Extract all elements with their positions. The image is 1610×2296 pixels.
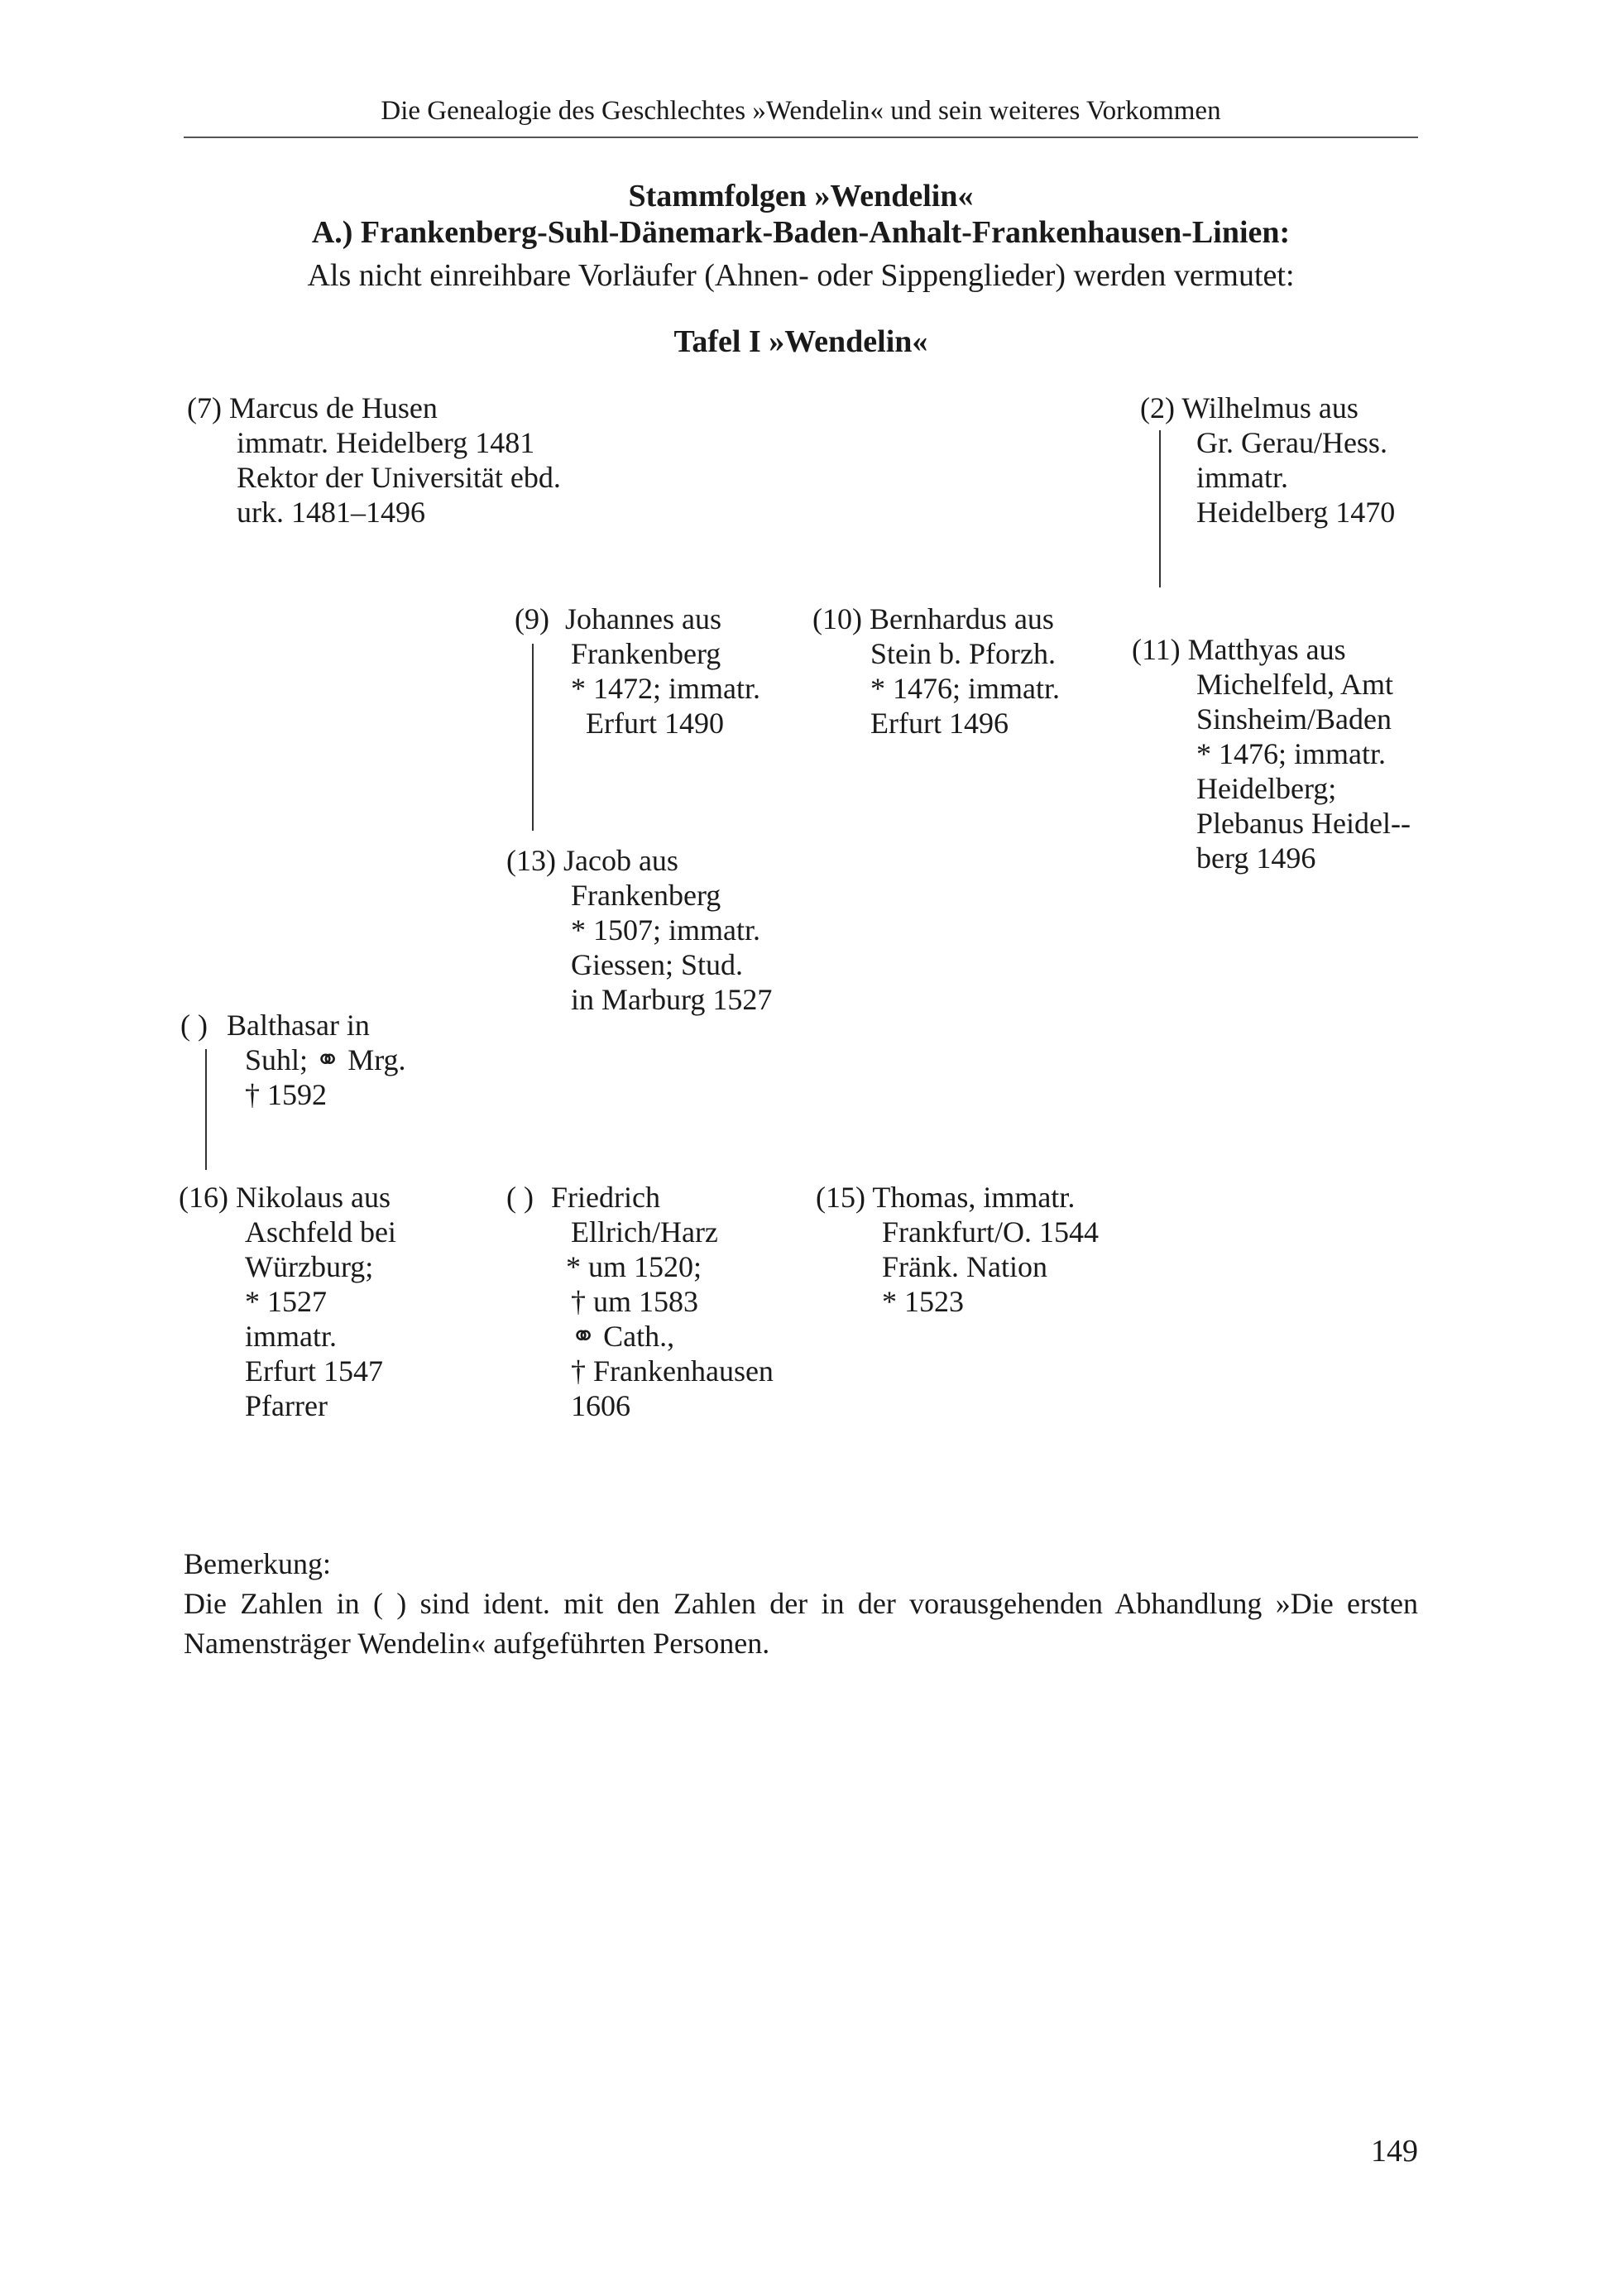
entry-line: * 1527 (245, 1285, 327, 1318)
entry-line: Ellrich/Harz (571, 1215, 718, 1249)
entry-line: Pfarrer (245, 1389, 328, 1422)
entry-line: Gr. Gerau/Hess. (1196, 426, 1387, 459)
remark-text: Die Zahlen in ( ) sind ident. mit den Zahlen der in der vorausgehenden Abhandlung »Die ersten Namensträger Wendelin« aufgeführten Personen. (184, 1587, 1418, 1660)
entry-friedrich (506, 1180, 774, 1423)
entry-line: immatr. (1196, 461, 1288, 494)
entry-wilhelmus (1140, 391, 1395, 530)
entry-number: ( ) (506, 1181, 534, 1214)
entry-line: Frankfurt/O. 1544 (882, 1215, 1099, 1249)
entry-line: † Frankenhausen (571, 1354, 774, 1388)
entry-name: Thomas, immatr. (872, 1181, 1076, 1214)
entry-line: † um 1583 (571, 1285, 699, 1318)
entry-line: urk. 1481–1496 (237, 496, 425, 529)
page-subtitle: A.) Frankenberg-Suhl-Dänemark-Baden-Anhalt-Frankenhausen-Linien: (311, 215, 1291, 250)
entry-line: Michelfeld, Amt (1196, 668, 1393, 701)
entry-thomas (816, 1180, 1099, 1319)
running-head: Die Genealogie des Geschlechtes »Wendelin« und sein weiteres Vorkommen (381, 96, 1221, 126)
entry-number: (13) (506, 844, 556, 877)
header-rule (184, 137, 1418, 138)
entry-line: Suhl; ⚭ Mrg. (245, 1043, 406, 1076)
entry-line: Giessen; Stud. (571, 948, 744, 981)
entry-nikolaus (179, 1180, 396, 1423)
page-number: 149 (1371, 2134, 1418, 2169)
remark-heading: Bemerkung: (184, 1547, 331, 1580)
entry-matthyas (1132, 632, 1411, 875)
entry-balthasar (180, 1008, 406, 1112)
entry-line: Stein b. Pforzh. (870, 637, 1056, 670)
entry-number: (2) (1140, 391, 1175, 424)
entry-johannes (515, 602, 760, 741)
entry-line: * 1523 (882, 1285, 964, 1318)
entry-name: Marcus de Husen (228, 391, 438, 424)
entry-number: (9) (515, 602, 549, 635)
entry-number: (10) (812, 602, 862, 635)
entry-name: Wilhelmus aus (1181, 391, 1358, 424)
entry-line: Heidelberg; (1196, 772, 1337, 805)
entry-line: * 1476; immatr. (1196, 737, 1386, 770)
entry-name: Balthasar in (226, 1009, 370, 1042)
entry-line: immatr. (245, 1320, 337, 1353)
entry-line: Rektor der Universität ebd. (237, 461, 561, 494)
entry-name: Matthyas aus (1187, 633, 1346, 666)
lineage-line-johannes (532, 644, 534, 831)
entry-marcus (187, 391, 561, 530)
entry-number: ( ) (180, 1009, 208, 1042)
page-title: Stammfolgen »Wendelin« (628, 179, 974, 213)
entry-line: berg 1496 (1196, 841, 1316, 875)
entry-number: (7) (187, 391, 222, 424)
lineage-line-balthasar (205, 1049, 207, 1170)
remark-block (184, 1544, 1418, 1663)
entry-line: * 1507; immatr. (571, 913, 760, 947)
entry-name: Johannes aus (564, 602, 721, 635)
entry-number: (16) (179, 1181, 228, 1214)
entry-line: 1606 (571, 1389, 630, 1422)
entry-line: Plebanus Heidel-- (1196, 807, 1411, 840)
entry-line: Frankenberg (571, 879, 721, 912)
entry-line: † 1592 (245, 1078, 327, 1111)
entry-line: ⚭ Cath., (571, 1320, 675, 1353)
entry-jacob (506, 843, 772, 1017)
entry-line: Erfurt 1547 (245, 1354, 383, 1388)
entry-line: Fränk. Nation (882, 1250, 1047, 1283)
entry-line: Heidelberg 1470 (1196, 496, 1396, 529)
entry-line: Aschfeld bei (245, 1215, 396, 1249)
entry-line: immatr. Heidelberg 1481 (237, 426, 535, 459)
entry-name: Bernhardus aus (869, 602, 1054, 635)
tafel-heading: Tafel I »Wendelin« (673, 324, 928, 359)
entry-line: Würzburg; (245, 1250, 374, 1283)
entry-line: * 1476; immatr. (870, 672, 1060, 705)
entry-line: in Marburg 1527 (571, 983, 773, 1016)
entry-name: Friedrich (550, 1181, 660, 1214)
entry-line: Erfurt 1490 (586, 707, 724, 740)
entry-line: * 1472; immatr. (571, 672, 760, 705)
intro-line: Als nicht einreihbare Vorläufer (Ahnen- oder Sippenglieder) werden vermutet: (307, 258, 1295, 293)
entry-line: Erfurt 1496 (870, 707, 1009, 740)
lineage-line-wilhelmus (1159, 430, 1161, 587)
entry-name: Jacob aus (563, 844, 678, 877)
entry-line: Sinsheim/Baden (1196, 702, 1392, 736)
entry-bernhardus (812, 602, 1060, 741)
entry-line: Frankenberg (571, 637, 721, 670)
entry-number: (15) (816, 1181, 865, 1214)
entry-line: * um 1520; (566, 1250, 702, 1283)
entry-name: Nikolaus aus (235, 1181, 391, 1214)
entry-number: (11) (1132, 633, 1181, 666)
